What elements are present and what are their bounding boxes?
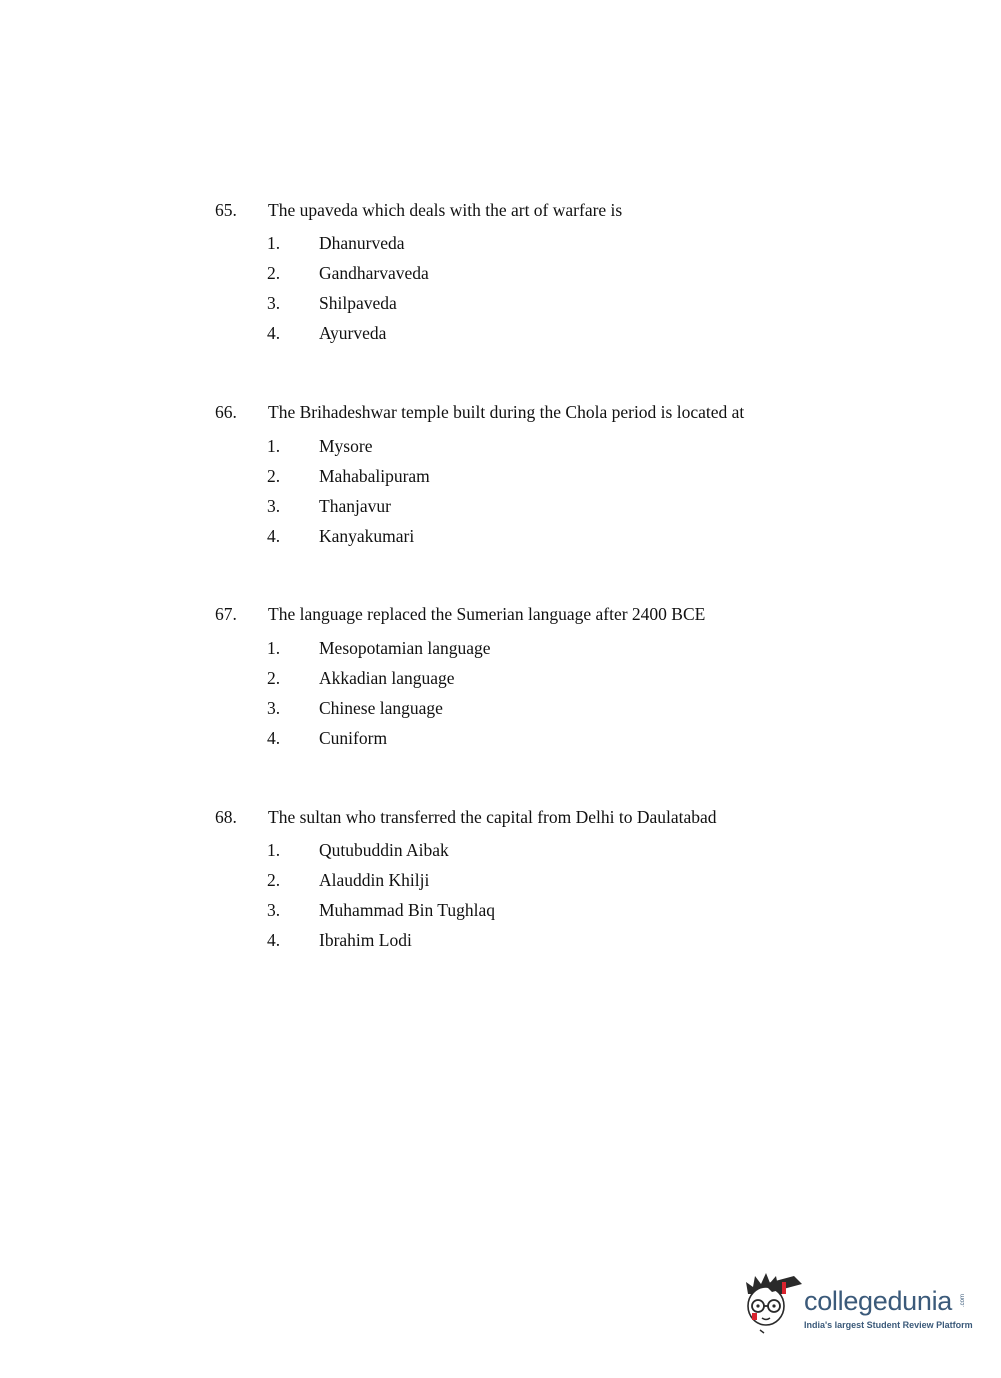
option-text: Shilpaveda [319, 293, 397, 313]
option-text: Qutubuddin Aibak [319, 840, 449, 860]
option-number: 4. [267, 930, 281, 950]
option-2 [0, 667, 1001, 691]
question-text: The Brihadeshwar temple built during the Chola period is located at [268, 402, 745, 422]
option-1 [0, 435, 1001, 459]
option-number: 4. [267, 323, 281, 343]
option-text: Muhammad Bin Tughlaq [319, 900, 495, 920]
logo-wordmark: collegedunia [804, 1286, 953, 1316]
option-text: Dhanurveda [319, 233, 405, 253]
graduate-mascot-icon [742, 1270, 802, 1338]
logo-tld: .com [960, 1294, 966, 1308]
option-2 [0, 869, 1001, 893]
option-number: 2. [267, 466, 281, 486]
option-number: 3. [267, 698, 281, 718]
option-number: 4. [267, 728, 281, 748]
option-text: Thanjavur [319, 496, 391, 516]
option-text: Gandharvaveda [319, 263, 429, 283]
option-1 [0, 232, 1001, 256]
option-text: Akkadian language [319, 668, 455, 688]
option-text: Mysore [319, 436, 373, 456]
option-4 [0, 727, 1001, 751]
question-stem [0, 199, 1001, 225]
option-text: Cuniform [319, 728, 388, 748]
logo-tagline: India's largest Student Review Platform [804, 1320, 973, 1330]
option-3 [0, 697, 1001, 721]
question-stem [0, 603, 1001, 629]
option-2 [0, 465, 1001, 489]
option-number: 1. [267, 638, 281, 658]
option-number: 2. [267, 263, 281, 283]
option-4 [0, 929, 1001, 953]
option-number: 3. [267, 293, 281, 313]
option-text: Mahabalipuram [319, 466, 430, 486]
question-number: 66. [215, 402, 237, 422]
option-3 [0, 899, 1001, 923]
option-1 [0, 637, 1001, 661]
option-number: 1. [267, 233, 281, 253]
option-1 [0, 839, 1001, 863]
option-number: 3. [267, 496, 281, 516]
option-4 [0, 322, 1001, 346]
option-text: Ayurveda [319, 323, 387, 343]
question-stem [0, 401, 1001, 427]
option-number: 2. [267, 870, 281, 890]
option-number: 4. [267, 526, 281, 546]
question-text: The upaveda which deals with the art of warfare is [268, 200, 623, 220]
question-number: 68. [215, 807, 237, 827]
option-text: Mesopotamian language [319, 638, 491, 658]
option-text: Chinese language [319, 698, 443, 718]
question-number: 65. [215, 200, 237, 220]
option-text: Ibrahim Lodi [319, 930, 412, 950]
option-2 [0, 262, 1001, 286]
option-number: 3. [267, 900, 281, 920]
option-number: 1. [267, 436, 281, 456]
option-4 [0, 525, 1001, 549]
question-text: The language replaced the Sumerian language after 2400 BCE [268, 604, 706, 624]
option-text: Alauddin Khilji [319, 870, 430, 890]
question-text: The sultan who transferred the capital from Delhi to Daulatabad [268, 807, 717, 827]
option-3 [0, 495, 1001, 519]
collegedunia-logo [742, 1270, 972, 1342]
option-text: Kanyakumari [319, 526, 415, 546]
question-number: 67. [215, 604, 237, 624]
option-3 [0, 292, 1001, 316]
option-number: 1. [267, 840, 281, 860]
option-number: 2. [267, 668, 281, 688]
question-stem [0, 806, 1001, 832]
